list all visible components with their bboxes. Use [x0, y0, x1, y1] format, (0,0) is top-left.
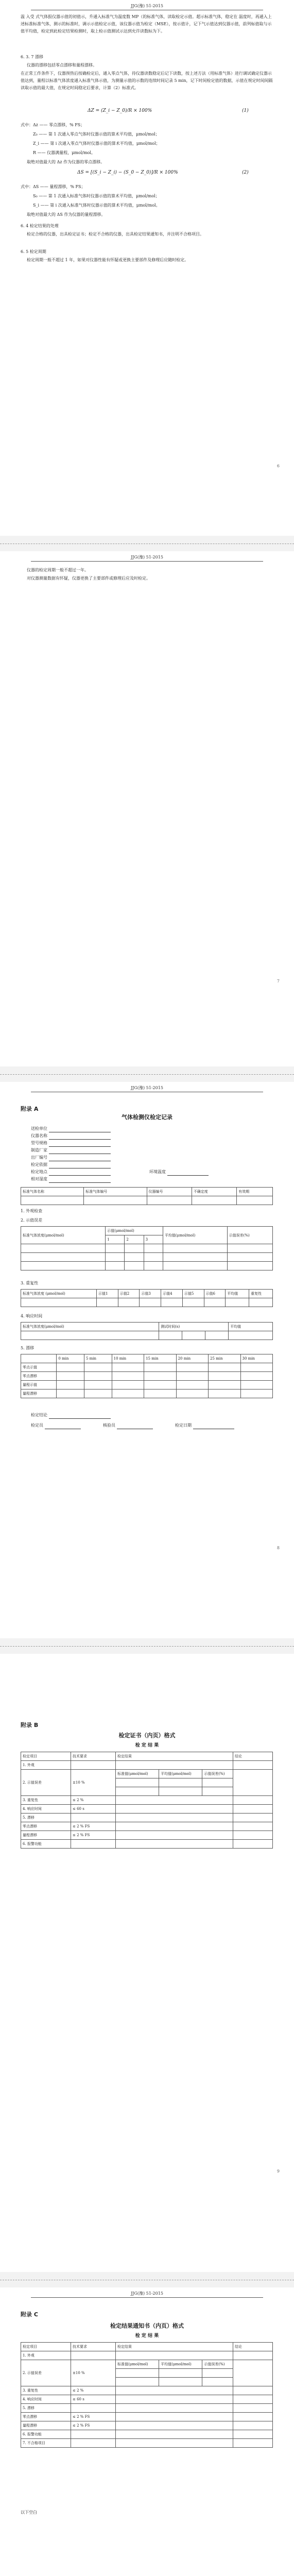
section-heading: 5. 漂移 [21, 1346, 34, 1350]
variable-definition: R —— 仪器满量程，μmol/mol。 [33, 150, 95, 155]
page-1 [0, 0, 294, 536]
table-header: 标准气体浓度 (μmol/mol) [21, 1290, 97, 1298]
appendix-label: 附录 B [21, 1722, 39, 1728]
drift-table [21, 1354, 273, 1398]
table-header: 示值5 [182, 1290, 204, 1298]
table-header: 重复性 [249, 1290, 273, 1298]
row-label: 量程漂移 [21, 1389, 57, 1398]
table-subheader: 示值误差(%) [202, 1770, 233, 1778]
results-subtitle: 检 定 结 果 [135, 1743, 159, 1748]
field-label: 仪器名称 [31, 1132, 111, 1140]
paragraph: 在正常工作条件下，仪器预热后按确检定后，通入零点气体，待仪器读数稳定后记下读数，按上述方法（用标准气体）进行调试确定仪器示值达到，量程以标准气体浓度通入标准气体示值，为测量示值的示数的连续时间记录 5 min，记下时间检定值的数据，示值在规定时间间隔读取示值的最大值，在规定时间稳定后要求，计算（2）标准式。 [21, 71, 273, 90]
table-subheader: 平均值(μmol/mol) [159, 2360, 202, 2369]
repeatability-table [21, 1289, 273, 1307]
page-separator [0, 1638, 294, 1654]
table-subheader: 1 [106, 1235, 125, 1244]
table-header: 10 min [112, 1354, 144, 1363]
table-header: 标准气体编号 [84, 1188, 147, 1196]
paragraph: 对仪器测量数据有怀疑，仪器更换了主要部件或修理后应及时检定。 [27, 576, 150, 581]
page-header: JJG(豫) 51-2015 [131, 4, 163, 8]
table-header: 20 min [176, 1354, 208, 1363]
header-rule [31, 561, 263, 562]
formula-number: (2) [242, 170, 249, 175]
formula-1: ΔZ = (Z_i − Z_0)/R × 100% [88, 108, 152, 113]
row-label: 5. 漂移 [21, 2404, 71, 2413]
table-header: 15 min [144, 1354, 176, 1363]
table-header: 示值4 [161, 1290, 183, 1298]
paragraph: 取绝对值最大的 Δz 作为仪器的零点漂移。 [27, 160, 105, 164]
table-header: 标准气体名称 [21, 1188, 84, 1196]
table-header: 结论 [233, 2343, 273, 2351]
field-label: 检定依据 [31, 1161, 111, 1168]
row-label: 量程漂移 [21, 2421, 71, 2430]
section-heading: 6. 3. 7 漂移 [21, 55, 43, 59]
paragraph: 仪器的漂移包括零点漂移和量程漂移。 [27, 63, 97, 67]
variable-definition: 式中：ΔS —— 量程漂移，% FS； [21, 184, 85, 189]
table-header: 示值2 [118, 1290, 140, 1298]
section-heading: 3. 重复性 [21, 1281, 39, 1285]
certificate-title: 检定证书（内页）格式 [118, 1732, 176, 1739]
field-label: 制造厂家 [31, 1147, 111, 1154]
table-header: 标准气体浓度(μmol/mol) [21, 1323, 159, 1331]
page-2 [0, 551, 294, 1066]
variable-definition: Z₀ —— 第 1 次通入零点气体时仪器示值的算术平均值，μmol/mol； [33, 132, 160, 137]
formula-number: (1) [242, 108, 249, 113]
appendix-label: 附录 A [21, 1106, 39, 1112]
page-5 [0, 2287, 294, 2576]
paragraph: 仪器的检定周期一般不超过一年。 [27, 568, 89, 572]
table-subheader: 3 [144, 1235, 163, 1244]
row-label: 量程示值 [21, 1381, 57, 1389]
table-header: 有效期 [237, 1188, 273, 1196]
page-4 [0, 1654, 294, 2272]
field-label: 出厂编号 [31, 1154, 111, 1161]
table-header: 标准气体浓度(μmol/mol) [21, 1227, 106, 1244]
page-header: JJG(豫) 51-2015 [131, 555, 163, 560]
row-label: 2. 示值误差 [21, 1770, 71, 1796]
page-number: 9 [276, 2169, 280, 2174]
variable-definition: 式中：Δz —— 零点漂移，% FS； [21, 123, 85, 127]
table-header: 检定结果 [116, 2343, 233, 2351]
table-header: 检定项目 [21, 2343, 71, 2351]
page-number: 8 [276, 1546, 280, 1550]
section-heading: 6. 5 检定周期 [21, 249, 46, 254]
notice-results-table: 检定项目 技术要求 检定结果 结论 1. 外观 2. 示值误差 ±10 % 标准值(μmol/mol) 平均值(μmol/mol) 示值误差(%) 3. 重复性 ≤ 2 % 4. 响应时间 ≤ 60 s 5. 漂移 零点漂移 ≤ 2 % FS 量程漂移 ≤ 2 % FS 6. 报警功能 7. 不合格项目 [21, 2342, 273, 2448]
paragraph: 检定周期一般不超过 1 年，如果对仪器性能有怀疑或更换主要部件及修理后应随时检定。 [27, 258, 189, 262]
error-table [21, 1226, 273, 1270]
row-label: 零点漂移 [21, 1822, 71, 1831]
table-subheader: 平均值(μmol/mol) [159, 1770, 202, 1778]
table-header: 结论 [233, 1752, 273, 1761]
appendix-label: 附录 C [21, 2311, 38, 2318]
table-subheader: 标准值(μmol/mol) [116, 1770, 159, 1778]
row-label: 量程漂移 [21, 1831, 71, 1840]
field-label: 环境温度 [149, 1168, 209, 1176]
page-separator [0, 1066, 294, 1082]
signature-field: 核验员 [103, 1422, 153, 1429]
table-subheader: 示值误差(%) [202, 2360, 233, 2369]
field-label: 检定地点 [31, 1168, 111, 1176]
variable-definition: S_i —— 第 i 次通入标准气体时仪器示值的算术平均值，μmol/mol。 [33, 203, 160, 208]
section-heading: 2. 示值误差 [21, 1218, 43, 1223]
field-label: 型号规格 [31, 1140, 111, 1147]
table-header: 仪器编号 [147, 1188, 192, 1196]
table-header: 示值1 [97, 1290, 118, 1298]
row-label: 5. 漂移 [21, 1814, 71, 1822]
table-subheader: 标准值(μmol/mol) [116, 2360, 159, 2369]
paragraph: 温 入受 式气体报仪器示值的初值示，升通入标准气为温度数 MP（的标准气体，读取检定示值。超示标准气体，稳定在 温度时，再通入上述标准标准气体，测示的标准时，调示示值检定示值，该仪器示值为检定（MSE），按示值计，记下气示值达到仪器示值，前列标值取与示值平均值，检定到此检定结果检测时，取上检示值测试示达到允许读数标为下。 [21, 14, 272, 33]
row-label: 4. 响应时间 [21, 1805, 71, 1814]
end-note: 以下空白 [21, 2510, 37, 2515]
table-header: 30 min [240, 1354, 273, 1363]
row-label: 1. 外观 [21, 1761, 71, 1770]
standard-gas-table [21, 1187, 273, 1205]
row-label: 2. 示值误差 [21, 2360, 71, 2386]
page-number: 7 [276, 979, 280, 984]
table-header: 示值(μmol/mol) [106, 1227, 163, 1235]
results-subtitle: 检 定 结 果 [135, 2333, 159, 2338]
table-header: 测试时间(s) [159, 1323, 229, 1331]
conclusion-field: 检定结论 [31, 1412, 111, 1419]
page-separator [0, 2272, 294, 2287]
table-header: 25 min [209, 1354, 240, 1363]
row-label: 4. 响应时间 [21, 2395, 71, 2404]
table-header: 5 min [84, 1354, 112, 1363]
page-3 [0, 1082, 294, 1638]
table-header: 不确定度 [192, 1188, 236, 1196]
header-rule [31, 2297, 263, 2298]
table-header: 技术要求 [71, 1752, 116, 1761]
formula-2: ΔS = [(S_i − Z_i) − (S_0 − Z_0)]/R × 100% [77, 170, 178, 175]
field-label: 送检单位 [31, 1125, 111, 1132]
field-label: 相对湿度 [31, 1176, 111, 1183]
table-header: 示值6 [204, 1290, 226, 1298]
table-header: 示值误差(%) [227, 1227, 272, 1244]
table-header: 平均值 [229, 1323, 273, 1331]
page-number: 6 [276, 464, 280, 468]
page-separator [0, 536, 294, 551]
section-heading: 4. 响应时间 [21, 1314, 43, 1318]
row-label: 6. 报警功能 [21, 1840, 71, 1849]
page-header: JJG(豫) 51-2015 [131, 2291, 163, 2296]
certificate-results-table: 检定项目 技术要求 检定结果 结论 1. 外观 2. 示值误差 ±10 % 标准值(μmol/mol) 平均值(μmol/mol) 示值误差(%) 3. 重复性 ≤ 2 % 4. 响应时间 ≤ 60 s 5. 漂移 零点漂移 ≤ 2 % FS 量程漂移 ≤ 2 % FS 6. 报警功能 [21, 1752, 273, 1849]
page-header: JJG(豫) 51-2015 [131, 1086, 163, 1090]
date-field: 检定日期 [175, 1422, 234, 1429]
row-label: 1. 外观 [21, 2351, 71, 2360]
notice-title: 检定结果通知书（内页）格式 [110, 2323, 184, 2329]
table-header: 检定项目 [21, 1752, 71, 1761]
signature-field: 检定员 [31, 1422, 81, 1429]
table-header: 0 min [57, 1354, 84, 1363]
table-header: 平均值 [226, 1290, 249, 1298]
row-label: 零点示值 [21, 1363, 57, 1372]
row-label: 6. 报警功能 [21, 2430, 71, 2439]
table-header: 技术要求 [71, 2343, 116, 2351]
row-label: 3. 重复性 [21, 2386, 71, 2395]
variable-definition: S₀ —— 第 1 次通入标准气体时仪器示值的算术平均值，μmol/mol； [33, 194, 160, 198]
table-subheader: 2 [125, 1235, 144, 1244]
table-header: 示值3 [140, 1290, 161, 1298]
table-header: 平均值(μmol/mol) [163, 1227, 227, 1244]
row-label: 零点漂移 [21, 1372, 57, 1381]
record-title: 气体检测仪检定记录 [122, 1114, 172, 1121]
row-label: 零点漂移 [21, 2413, 71, 2421]
table-header [21, 1354, 57, 1363]
row-label: 7. 不合格项目 [21, 2439, 71, 2448]
paragraph: 检定合格的仪器，出具检定证书；检定不合格的仪器，出具检定结果通知书，并注明不合格项目。 [27, 232, 204, 236]
row-label: 3. 重复性 [21, 1796, 71, 1805]
section-heading: 6. 4 检定结果的处理 [21, 224, 59, 228]
variable-definition: Z_i —— 第 i 次通入零点气体时仪器示值的算术平均值，μmol/mol； [33, 141, 160, 146]
response-table [21, 1322, 273, 1340]
table-header: 检定结果 [116, 1752, 233, 1761]
section-heading: 1. 外观检查 [21, 1209, 43, 1213]
paragraph: 取绝对值最大的 ΔS 作为仪器的量程漂移。 [27, 212, 106, 217]
